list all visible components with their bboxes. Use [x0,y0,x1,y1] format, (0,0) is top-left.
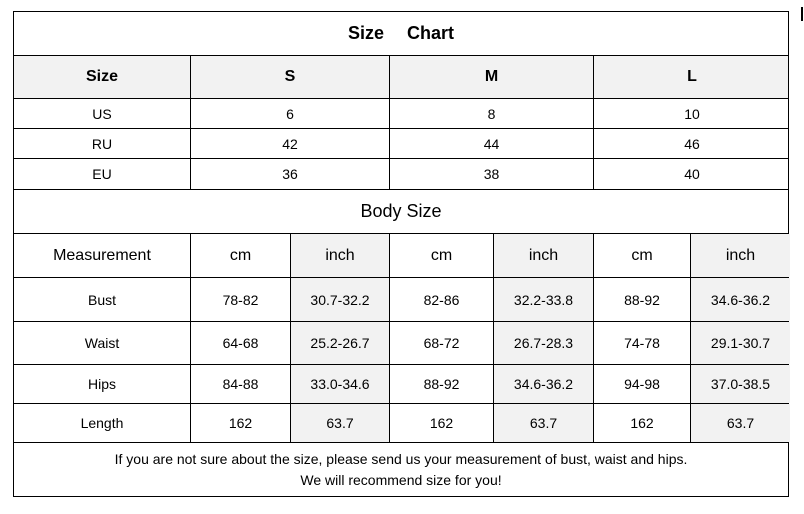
header-inch: inch [691,234,790,277]
header-l: L [687,68,697,85]
measurement-row-length [14,404,788,443]
header-inch: inch [291,234,390,277]
cm-value: 162 [594,404,691,442]
inch-value: 32.2-33.8 [494,278,594,321]
cm-value: 162 [390,404,494,442]
size-value: 10 [684,105,700,122]
cm-value: 94-98 [594,365,691,403]
header-measurement: Measurement [14,234,191,277]
header-m: M [390,56,594,98]
row-label: Length [14,404,191,442]
size-row-eu [14,159,788,190]
inch-value: 34.6-36.2 [494,365,594,403]
row-label: US [14,99,191,128]
inch-value: 63.7 [291,404,390,442]
row-label: EU [14,159,191,189]
body-size-title-row [14,190,788,234]
title-row [14,12,788,56]
row-label: Waist [14,322,191,364]
header-s: S [191,56,390,98]
cm-value: 78-82 [191,278,291,321]
measurement-header-row [14,234,788,278]
cm-value: 64-68 [191,322,291,364]
inch-value: 63.7 [494,404,594,442]
inch-value: 33.0-34.6 [291,365,390,403]
size-value: 40 [684,166,700,182]
inch-value: 63.7 [691,404,790,442]
inch-value: 30.7-32.2 [291,278,390,321]
size-chart-table [13,11,789,497]
cm-value: 88-92 [390,365,494,403]
size-value: 36 [191,159,390,189]
header-cm: cm [390,234,494,277]
size-value: 46 [684,135,700,152]
cm-value: 84-88 [191,365,291,403]
size-value: 42 [191,129,390,158]
header-cm: cm [191,234,291,277]
size-header-row [14,56,788,99]
cm-value: 82-86 [390,278,494,321]
measurement-row-waist [14,322,788,365]
edge-marker [801,7,803,21]
inch-value: 37.0-38.5 [691,365,790,403]
footer-note-line-2: We will recommend size for you! [300,472,502,488]
inch-value: 25.2-26.7 [291,322,390,364]
row-label: Bust [14,278,191,321]
inch-value: 34.6-36.2 [691,278,790,321]
measurement-row-hips [14,365,788,404]
cm-value: 88-92 [594,278,691,321]
footer-note-line-1: If you are not sure about the size, please send us your measurement of bust, waist and hips. [114,451,688,467]
body-size-title: Body Size [360,201,442,221]
cm-value: 74-78 [594,322,691,364]
header-cm: cm [594,234,691,277]
header-inch: inch [494,234,594,277]
size-value: 44 [390,129,594,158]
row-label: RU [14,129,191,158]
cm-value: 162 [191,404,291,442]
size-value: 6 [191,99,390,128]
size-value: 38 [390,159,594,189]
measurement-row-bust [14,278,788,322]
chart-title: Size Chart [347,23,455,43]
row-label: Hips [14,365,191,403]
size-value: 8 [390,99,594,128]
size-row-us [14,99,788,129]
inch-value: 29.1-30.7 [691,322,790,364]
cm-value: 68-72 [390,322,494,364]
size-row-ru [14,129,788,159]
header-size: Size [14,56,191,98]
inch-value: 26.7-28.3 [494,322,594,364]
